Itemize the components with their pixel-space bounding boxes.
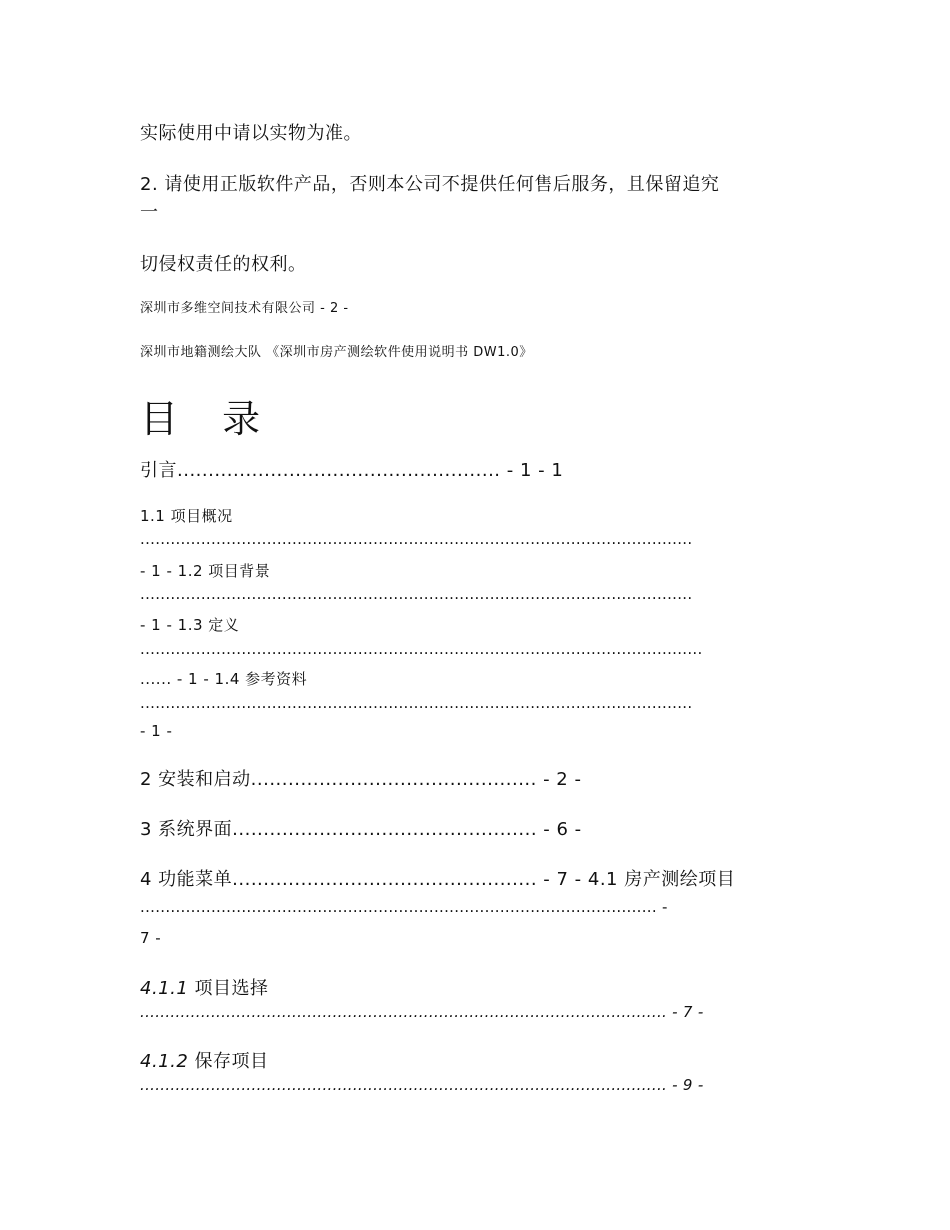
toc-leader-1-2: ............................................................................................................. <box>140 585 693 603</box>
body-line-2b: 一 <box>140 202 159 223</box>
toc-page-1-4: - 1 - <box>140 722 173 740</box>
body-line-3: 切侵权责任的权利。 <box>140 254 307 275</box>
toc-leader-1-3: ............................................................................................................... <box>140 640 703 658</box>
toc-entry-4-1-1[interactable] <box>140 974 269 1000</box>
toc-entry-1-1[interactable]: 1.1 项目概况 <box>140 507 233 525</box>
toc-label-4-1-2: 保存项目 <box>188 1051 269 1072</box>
toc-entry-4-1-2[interactable] <box>140 1047 269 1073</box>
toc-leader-4-1-2: ........................................................................................................ - 9 - <box>140 1076 704 1094</box>
body-line-2a: 2. 请使用正版软件产品，否则本公司不提供任何售后服务，且保留追究 <box>140 174 720 195</box>
toc-leader-1-4: ............................................................................................................. <box>140 694 693 712</box>
footer-doc-title: 深圳市地籍测绘大队 《深圳市房产测绘软件使用说明书 DW1.0》 <box>140 345 533 360</box>
toc-page-4-1: 7 - <box>140 929 162 947</box>
toc-entry-1-3[interactable]: - 1 - 1.3 定义 <box>140 616 240 634</box>
body-line-1: 实际使用中请以实物为准。 <box>140 123 362 144</box>
toc-entry-4[interactable]: 4 功能菜单................................................. - 7 - 4.1 房产测绘项目 <box>140 869 736 890</box>
toc-leader-4-1: ...................................................................................................... - <box>140 898 668 916</box>
toc-title: 目 录 <box>140 397 277 441</box>
toc-label-4-1-1: 项目选择 <box>188 978 269 999</box>
toc-number-4-1-2: 4.1.2 <box>140 1051 189 1072</box>
toc-entry-1-2[interactable]: - 1 - 1.2 项目背景 <box>140 562 271 580</box>
toc-entry-1-4[interactable]: ...... - 1 - 1.4 参考资料 <box>140 670 308 688</box>
toc-entry-3[interactable]: 3 系统界面................................................. - 6 - <box>140 819 582 840</box>
footer-company: 深圳市多维空间技术有限公司 - 2 - <box>140 301 349 316</box>
toc-number-4-1-1: 4.1.1 <box>140 978 189 999</box>
toc-entry-intro[interactable]: 引言.................................................... - 1 - 1 <box>140 460 564 481</box>
toc-leader-1-1: ............................................................................................................. <box>140 530 693 548</box>
toc-entry-2[interactable]: 2 安装和启动.............................................. - 2 - <box>140 769 582 790</box>
toc-leader-4-1-1: ........................................................................................................ - 7 - <box>140 1003 704 1021</box>
